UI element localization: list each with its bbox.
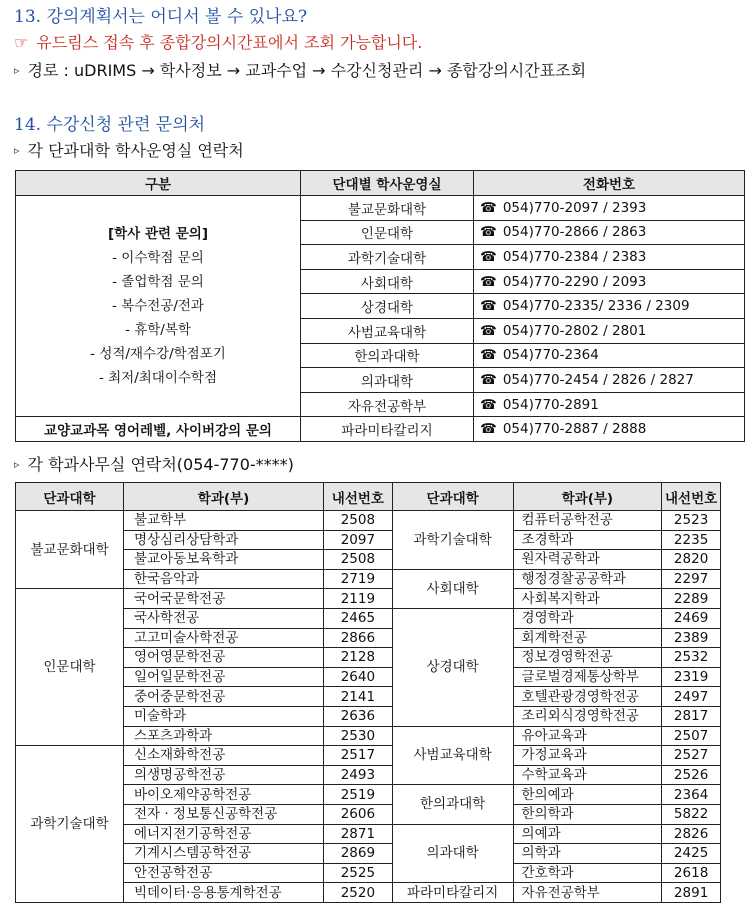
department-cell: 국사학전공: [123, 608, 323, 628]
department-cell: 바이오제약공학전공: [123, 785, 323, 805]
extension-cell: 2497: [662, 687, 721, 707]
college-cell: 상경대학: [392, 608, 513, 726]
phone-number: 054)770-2290 / 2093: [502, 273, 647, 290]
telephone-icon: ☎: [480, 273, 497, 290]
phone-cell: [474, 220, 745, 245]
extension-cell: 2235: [662, 530, 721, 550]
department-cell: 한의학과: [513, 804, 662, 824]
extension-cell: 2640: [324, 667, 393, 687]
telephone-icon: ☎: [480, 248, 497, 265]
college-cell: 의과대학: [392, 824, 513, 883]
college-name: 자유전공학부: [301, 392, 474, 417]
college-cell: 불교문화대학: [16, 511, 124, 589]
department-cell: 한의예과: [513, 785, 662, 805]
extension-cell: 2508: [324, 511, 393, 531]
college-cell: 인문대학: [16, 589, 124, 746]
department-cell: 고고미술사학전공: [123, 628, 323, 648]
extension-cell: 2389: [662, 628, 721, 648]
extension-cell: 2820: [662, 550, 721, 570]
extension-cell: 2527: [662, 746, 721, 766]
triangle-bullet-icon: ▹: [14, 144, 20, 157]
phone-cell: [474, 368, 745, 393]
college-name: 과학기술대학: [301, 245, 474, 270]
college-cell: 한의과대학: [392, 785, 513, 824]
department-cell: 조경학과: [513, 530, 662, 550]
category-item: - 이수학점 문의: [112, 250, 204, 267]
extension-cell: 2891: [662, 883, 721, 903]
extension-cell: 2097: [324, 530, 393, 550]
department-cell: 영어영문학전공: [123, 648, 323, 668]
college-cell: 과학기술대학: [16, 746, 124, 903]
department-cell: 유아교육과: [513, 726, 662, 746]
department-cell: 사회복지학과: [513, 589, 662, 609]
department-cell: 자유전공학부: [513, 883, 662, 903]
phone-cell: [474, 196, 745, 221]
extension-cell: 2119: [324, 589, 393, 609]
department-cell: 중어중문학전공: [123, 687, 323, 707]
table-header-row: [16, 483, 721, 511]
extension-cell: 2869: [324, 844, 393, 864]
college-cell: 사범교육대학: [392, 726, 513, 785]
extension-cell: 2826: [662, 824, 721, 844]
college-name: 인문대학: [301, 220, 474, 245]
q14-subtitle-departments: [14, 452, 294, 475]
college-name: 불교문화대학: [301, 196, 474, 221]
extension-cell: 2507: [662, 726, 721, 746]
phone-cell: [474, 318, 745, 343]
table-row: [16, 196, 745, 221]
phone-number: 054)770-2097 / 2393: [502, 199, 647, 216]
telephone-icon: ☎: [480, 298, 497, 315]
header-college-left: 단과대학: [16, 483, 124, 511]
q13-route: [14, 58, 586, 81]
q14-subtitle-departments-text: 각 학과사무실 연락처(054-770-****): [27, 455, 294, 474]
extension-cell: 2469: [662, 608, 721, 628]
triangle-bullet-icon: ▹: [14, 64, 20, 77]
college-name: 한의과대학: [301, 343, 474, 368]
academic-inquiry-category: [16, 196, 301, 417]
extension-cell: 2525: [324, 863, 393, 883]
extension-cell: 2530: [324, 726, 393, 746]
category-item: - 졸업학점 문의: [112, 274, 204, 291]
telephone-icon: ☎: [480, 224, 497, 241]
extension-cell: 2364: [662, 785, 721, 805]
department-cell: 원자력공학과: [513, 550, 662, 570]
extension-cell: 2508: [324, 550, 393, 570]
phone-number: 054)770-2891: [502, 396, 599, 413]
phone-number: 054)770-2454 / 2826 / 2827: [502, 371, 694, 388]
department-cell: 회계학전공: [513, 628, 662, 648]
college-name: 의과대학: [301, 368, 474, 393]
phone-number: 054)770-2335/ 2336 / 2309: [502, 298, 690, 315]
header-category: 구분: [16, 171, 301, 196]
extension-cell: 2526: [662, 765, 721, 785]
department-cell: 컴퓨터공학전공: [513, 511, 662, 531]
phone-number: 054)770-2802 / 2801: [502, 322, 647, 339]
extension-cell: 2289: [662, 589, 721, 609]
triangle-bullet-icon: ▹: [14, 458, 20, 471]
department-cell: 빅데이터·응용통계학전공: [123, 883, 323, 903]
department-cell: 전자 · 정보통신공학전공: [123, 804, 323, 824]
table-row: [16, 417, 745, 442]
phone-cell: [474, 245, 745, 270]
q14-subtitle-colleges-text: 각 단과대학 학사운영실 연락처: [27, 141, 244, 160]
extension-cell: 2517: [324, 746, 393, 766]
extension-cell: 2618: [662, 863, 721, 883]
q13-route-text: 경로 : uDRIMS → 학사정보 → 교과수업 → 수강신청관리 → 종합강의시간표조회: [27, 61, 587, 80]
table-row: [16, 589, 721, 609]
phone-cell: [474, 417, 745, 442]
phone-cell: [474, 343, 745, 368]
header-department-right: 학과(부): [513, 483, 662, 511]
extension-cell: 2866: [324, 628, 393, 648]
telephone-icon: ☎: [480, 347, 497, 364]
department-cell: 기계시스템공학전공: [123, 844, 323, 864]
table-header-row: [16, 171, 745, 196]
extension-cell: 2532: [662, 648, 721, 668]
header-extension-left: 내선번호: [324, 483, 393, 511]
extension-cell: 5822: [662, 804, 721, 824]
table-row: [16, 511, 721, 531]
q13-title: 13. 강의계획서는 어디서 볼 수 있나요?: [14, 7, 308, 27]
department-cell: 에너지전기공학전공: [123, 824, 323, 844]
department-cell: 명상심리상담학과: [123, 530, 323, 550]
college-cell: 과학기술대학: [392, 511, 513, 570]
telephone-icon: ☎: [480, 322, 497, 339]
telephone-icon: ☎: [480, 199, 497, 216]
pointing-hand-icon: ☞: [14, 33, 29, 52]
extension-cell: 2636: [324, 706, 393, 726]
category-item: - 복수전공/전과: [112, 298, 204, 315]
header-department-left: 학과(부): [123, 483, 323, 511]
phone-cell: [474, 269, 745, 294]
department-cell: 국어국문학전공: [123, 589, 323, 609]
department-cell: 불교아동보육학과: [123, 550, 323, 570]
department-cell: 의예과: [513, 824, 662, 844]
department-cell: 일어일문학전공: [123, 667, 323, 687]
extension-cell: 2425: [662, 844, 721, 864]
extension-cell: 2719: [324, 569, 393, 589]
department-cell: 가정교육과: [513, 746, 662, 766]
department-cell: 신소재화학전공: [123, 746, 323, 766]
extension-cell: 2128: [324, 648, 393, 668]
college-name: 파라미타칼리지: [301, 417, 474, 442]
department-cell: 정보경영학전공: [513, 648, 662, 668]
category-item: - 최저/최대이수학점: [98, 370, 218, 387]
department-cell: 미술학과: [123, 706, 323, 726]
extension-cell: 2141: [324, 687, 393, 707]
department-cell: 안전공학전공: [123, 863, 323, 883]
phone-number: 054)770-2364: [502, 347, 599, 364]
college-office-table: [15, 170, 745, 442]
department-cell: 경영학과: [513, 608, 662, 628]
header-college-office: 단대별 학사운영실: [301, 171, 474, 196]
department-cell: 호텔관광경영학전공: [513, 687, 662, 707]
extension-cell: 2465: [324, 608, 393, 628]
category-item: - 휴학/복학: [125, 322, 191, 339]
department-cell: 수학교육과: [513, 765, 662, 785]
phone-number: 054)770-2866 / 2863: [502, 224, 647, 241]
q14-subtitle-colleges: [14, 138, 244, 161]
extension-cell: 2297: [662, 569, 721, 589]
extension-cell: 2520: [324, 883, 393, 903]
liberal-arts-category: 교양교과목 영어레벨, 사이버강의 문의: [16, 417, 301, 442]
department-cell: 스포츠과학과: [123, 726, 323, 746]
department-cell: 한국음악과: [123, 569, 323, 589]
college-name: 사범교육대학: [301, 318, 474, 343]
header-college-right: 단과대학: [392, 483, 513, 511]
phone-number: 054)770-2887 / 2888: [502, 421, 647, 438]
phone-number: 054)770-2384 / 2383: [502, 248, 647, 265]
college-cell: 사회대학: [392, 569, 513, 608]
college-cell: 파라미타칼리지: [392, 883, 513, 903]
q13-answer-text: 유드림스 접속 후 종합강의시간표에서 조회 가능합니다.: [36, 33, 423, 52]
telephone-icon: ☎: [480, 396, 497, 413]
department-cell: 의생명공학전공: [123, 765, 323, 785]
college-name: 상경대학: [301, 294, 474, 319]
table-row: [16, 746, 721, 766]
telephone-icon: ☎: [480, 421, 497, 438]
department-cell: 조리외식경영학전공: [513, 706, 662, 726]
extension-cell: 2817: [662, 706, 721, 726]
department-cell: 글로벌경제통상학부: [513, 667, 662, 687]
header-extension-right: 내선번호: [662, 483, 721, 511]
phone-cell: [474, 392, 745, 417]
department-cell: 간호학과: [513, 863, 662, 883]
college-name: 사회대학: [301, 269, 474, 294]
extension-cell: 2606: [324, 804, 393, 824]
department-cell: 의학과: [513, 844, 662, 864]
phone-cell: [474, 294, 745, 319]
category-heading: [학사 관련 문의]: [108, 226, 208, 243]
department-cell: 불교학부: [123, 511, 323, 531]
telephone-icon: ☎: [480, 371, 497, 388]
department-extension-table: [15, 482, 721, 903]
category-item: - 성적/재수강/학점포기: [90, 346, 226, 363]
extension-cell: 2519: [324, 785, 393, 805]
q14-title: 14. 수강신청 관련 문의처: [14, 115, 206, 135]
extension-cell: 2319: [662, 667, 721, 687]
extension-cell: 2523: [662, 511, 721, 531]
extension-cell: 2871: [324, 824, 393, 844]
header-phone: 전화번호: [474, 171, 745, 196]
department-cell: 행정경찰공공학과: [513, 569, 662, 589]
extension-cell: 2493: [324, 765, 393, 785]
q13-answer: [14, 30, 422, 53]
